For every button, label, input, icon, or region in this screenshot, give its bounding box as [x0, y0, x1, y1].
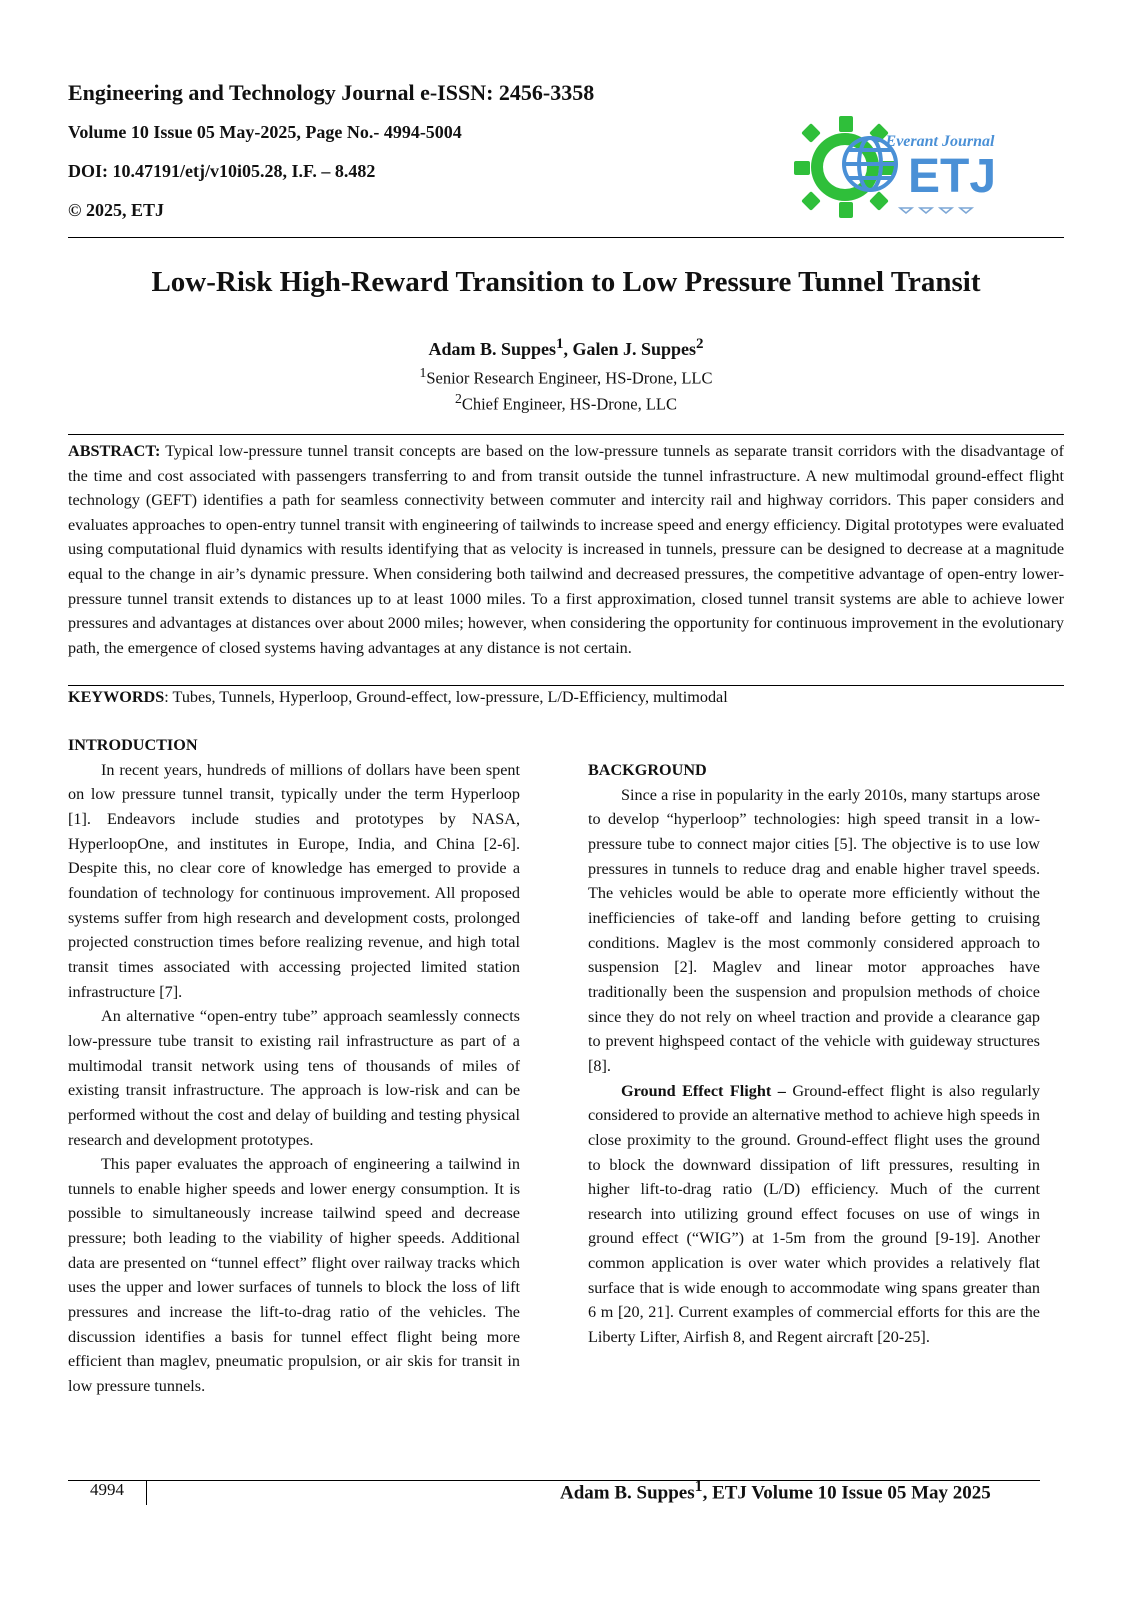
paragraph: [588, 1079, 1040, 1350]
abstract-bottom-rule: [68, 685, 1064, 686]
paragraph: An alternative “open-entry tube” approach seamlessly connects low-pressure tube transit to existing rail infrastructure as part of a multimodal transit network using tens of thousands of miles of existing transit infrastructure. The approach is low-risk and can be performed without the cost and delay of building and testing physical research and development prototypes.: [68, 1007, 520, 1149]
keywords-text: : Tubes, Tunnels, Hyperloop, Ground-effect, low-pressure, L/D-Efficiency, multimodal: [164, 688, 728, 706]
footer-rest: , ETJ Volume 10 Issue 05 May 2025: [702, 1482, 991, 1504]
paragraph: Since a rise in popularity in the early 2010s, many startups arose to develop “hyperloop” technologies: high speed transit in a low-pressure tube to connect major cities [5]. The objective is to use low pressures in tunnels to reduce drag and enable higher travel speeds. The vehicles would be able to operate more efficiently without the inefficiencies of take-off and landing before getting to cruising conditions. Maglev is the most commonly considered approach to suspension [2]. Maglev and linear motor approaches have traditionally been the suspension and propulsion methods of choice since they do not rely on wheel traction and provide a clearance gap to prevent highspeed contact of the vehicle with guideway structures [8].: [588, 785, 1040, 1075]
affiliation-text: Chief Engineer, HS-Drone, LLC: [461, 394, 678, 414]
left-column: [68, 733, 520, 1399]
volume-info: Volume 10 Issue 05 May-2025, Page No.- 4994-5004: [68, 122, 462, 142]
affiliation-text: Senior Research Engineer, HS-Drone, LLC: [426, 368, 713, 388]
keywords: [68, 688, 1064, 707]
right-column: [588, 758, 1040, 1350]
affiliation: [68, 391, 1064, 415]
section-heading: BACKGROUND: [588, 761, 707, 779]
keywords-label: KEYWORDS: [68, 688, 165, 706]
author-sup: 2: [696, 336, 704, 352]
section-heading: INTRODUCTION: [68, 736, 198, 754]
runin-heading: Ground Effect Flight –: [621, 1081, 786, 1100]
abstract-top-rule: [68, 434, 1064, 435]
author-separator: ,: [563, 339, 573, 359]
paper-title: Low-Risk High-Reward Transition to Low Pressure Tunnel Transit: [151, 266, 981, 298]
author-name: Galen J. Suppes: [572, 339, 697, 359]
affiliation-sup: 2: [454, 391, 462, 406]
copyright: © 2025, ETJ: [68, 200, 164, 220]
svg-text:Everant Journal: Everant Journal: [885, 133, 995, 150]
journal-title: Engineering and Technology Journal e-ISSN: 2456-3358: [68, 80, 595, 105]
abstract-text: Typical low-pressure tunnel transit concepts are based on the low-pressure tunnels as separate transit corridors with the disadvantage of the time and cost associated with passengers transferring to and from transit outside the tunnel infrastructure. A new multimodal ground-effect flight technology (GEFT) identifies a path for seamless connectivity between commuter and intercity rail and highway corridors. This paper considers and evaluates approaches to open-entry tunnel transit with engineering of tailwinds to increase speed and energy efficiency. Digital prototypes were evaluated using computational fluid dynamics with results identifying that as velocity is increased in tunnels, pressure can be designed to decrease at a magnitude equal to the change in air’s dynamic pressure. When considering both tailwind and decreased pressures, the competitive advantage of open-entry lower-pressure tunnel transit extends to distances up to at least 1000 miles. To a first approximation, closed tunnel transit systems are able to achieve lower pressures and advantages at distances over about 2000 miles; however, when considering the opportunity for continuous improvement in the evolutionary path, the emergence of closed systems having advantages at any distance is not certain.: [68, 442, 1064, 657]
author-name: Adam B. Suppes: [428, 339, 556, 359]
abstract-label: ABSTRACT:: [68, 442, 161, 460]
author-list: [68, 336, 1064, 360]
author-sup: 1: [556, 336, 564, 352]
paragraph: This paper evaluates the approach of engineering a tailwind in tunnels to enable higher speeds and lower energy consumption. It is possible to simultaneously increase tailwind speed and decrease pressure; both leading to the viability of higher speeds. Additional data are presented on “tunnel effect” flight over railway tracks which uses the upper and lower surfaces of tunnels to block the loss of lift pressures and increase the lift-to-drag ratio of the vehicles. The discussion identifies a basis for tunnel effect flight being more efficient than maglev, pneumatic propulsion, or air skis for transit in low pressure tunnels.: [68, 1155, 520, 1396]
footer-divider: [146, 1480, 147, 1505]
header-divider: [68, 237, 1064, 238]
running-footer: [560, 1478, 991, 1504]
footer-author: Adam B. Suppes: [560, 1482, 695, 1504]
doi-info: DOI: 10.47191/etj/v10i05.28, I.F. – 8.482: [68, 161, 376, 181]
affiliation: [68, 365, 1064, 389]
abstract: [68, 439, 1064, 660]
paragraph: In recent years, hundreds of millions of dollars have been spent on low pressure tunnel transit, typically under the term Hyperloop [1]. Endeavors include studies and prototypes by NASA, HyperloopOne, and institutes in Europe, India, and China [2-6]. Despite this, no clear core of knowledge has emerged to provide a foundation of technology for continuous improvement. All proposed systems suffer from high research and development costs, prolonged projected construction times before realizing revenue, and high total transit times associated with accessing projected limited station infrastructure [7].: [68, 760, 520, 1001]
page-number: 4994: [90, 1480, 124, 1499]
paragraph-text: Ground-effect flight is also regularly considered to provide an alternative method to achieve high speeds in close proximity to the ground. Ground-effect flight uses the ground to block the downward dissipation of lift pressures, resulting in higher lift-to-drag ratio (L/D) efficiency. Much of the current research into utilizing ground effect focuses on use of wings in ground effect (“WIG”) at 1-5m from the ground [9-19]. Another common application is over water which provides a relatively flat surface that is wide enough to accommodate wing spans greater than 6 m [20, 21]. Current examples of commercial efforts for this are the Liberty Lifter, Airfish 8, and Regent aircraft [20-25].: [588, 1081, 1041, 1347]
svg-text:ETJ: ETJ: [907, 150, 997, 203]
etj-logo: [790, 112, 1040, 222]
affiliation-sup: 1: [419, 365, 427, 380]
footer-sup: 1: [694, 1478, 703, 1495]
